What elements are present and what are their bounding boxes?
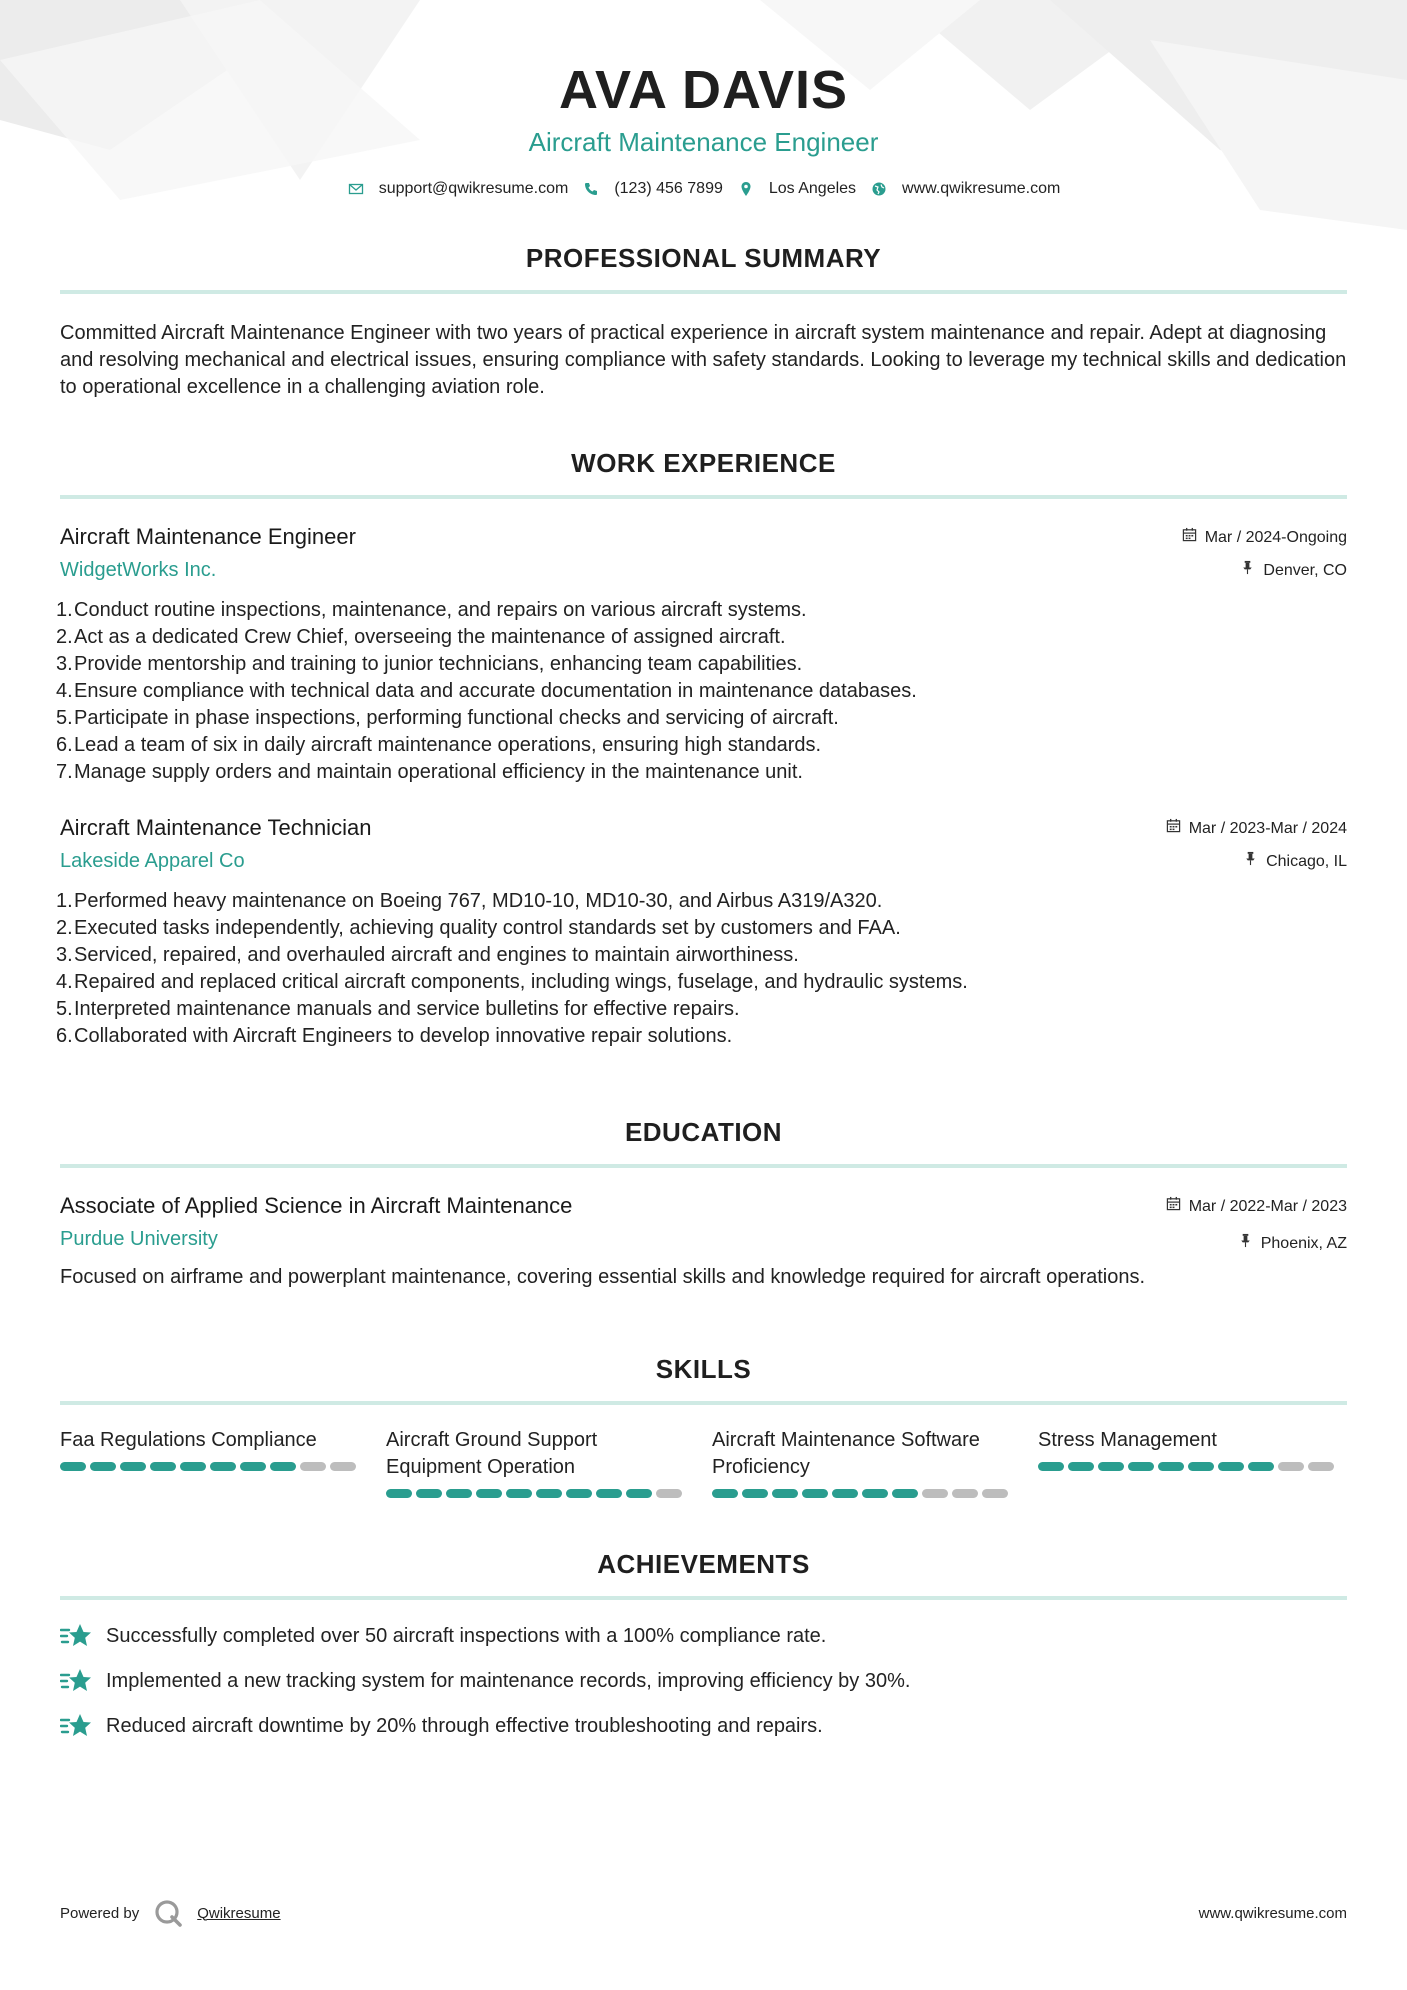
job-dates: Mar / 2023-Mar / 2024: [1188, 819, 1347, 837]
section-divider: [60, 1164, 1347, 1168]
skill-segment-filled: [446, 1489, 472, 1498]
skills-grid: [60, 1427, 1347, 1498]
map-pin-icon: [737, 180, 755, 198]
section-title-achievements: ACHIEVEMENTS: [597, 1549, 810, 1579]
job-dates: Mar / 2024-Ongoing: [1204, 528, 1347, 546]
summary-text: Committed Aircraft Maintenance Engineer with two years of practical experience in aircraft system maintenance and repair. Adept at diagnosing and resolving mechanical and electrical issues, ensuring compliance with safety standards. Looking to leverage my technical skills and dedication to operational excellence in a challenging aviation role.: [60, 322, 1347, 398]
section-divider: [60, 495, 1347, 499]
education-section: [60, 1116, 1347, 1291]
achievement-list: [60, 1622, 1347, 1740]
achievement-text: Successfully completed over 50 aircraft inspections with a 100% compliance rate.: [106, 1624, 827, 1647]
skill-segment-filled: [476, 1489, 502, 1498]
contact-bar: [60, 180, 1347, 198]
footer-website[interactable]: www.qwikresume.com: [1198, 1904, 1347, 1922]
pushpin-icon: [1243, 851, 1258, 872]
list-item: 3. Provide mentorship and training to junior technicians, enhancing team capabilities.: [56, 653, 803, 675]
skill-segment-filled: [712, 1489, 738, 1498]
education-entry: [60, 1192, 1347, 1291]
skill-segment-filled: [386, 1489, 412, 1498]
achievement-text: Implemented a new tracking system for maintenance records, improving efficiency by 30%.: [106, 1669, 911, 1692]
job-entry: [56, 523, 1347, 786]
pushpin-icon: [1240, 560, 1255, 581]
skill-segment-filled: [1188, 1462, 1214, 1471]
list-item: 4. Ensure compliance with technical data and accurate documentation in maintenance databases.: [56, 680, 917, 702]
skill-name: Faa Regulations Compliance: [60, 1429, 317, 1451]
achievement-item: [60, 1712, 1347, 1740]
globe-icon: [870, 180, 888, 198]
job-entry: [56, 814, 1347, 1050]
company-name: Lakeside Apparel Co: [60, 850, 245, 872]
list-item: 6. Lead a team of six in daily aircraft maintenance operations, ensuring high standards.: [56, 734, 822, 756]
skills-section: [60, 1353, 1347, 1498]
list-item: 2. Executed tasks independently, achieving quality control standards set by customers and FAA.: [56, 917, 901, 939]
degree-title: Associate of Applied Science in Aircraft Maintenance: [60, 1193, 573, 1218]
achievement-item: [60, 1622, 1347, 1650]
job-duties: [56, 597, 1347, 786]
skill-item: [60, 1427, 386, 1498]
phone-text: (123) 456 7899: [614, 180, 723, 197]
phone-icon: [582, 180, 600, 198]
brand-link[interactable]: Qwikresume: [197, 1904, 281, 1922]
skill-item: [1038, 1427, 1347, 1498]
skill-segment-filled: [1128, 1462, 1154, 1471]
skill-segment-filled: [416, 1489, 442, 1498]
skill-level-bar: [60, 1462, 356, 1471]
skill-name: Aircraft Maintenance Software Proficiency: [712, 1429, 980, 1478]
skill-segment-filled: [210, 1462, 236, 1471]
skill-segment-filled: [150, 1462, 176, 1471]
skill-segment-filled: [862, 1489, 888, 1498]
website-text: www.qwikresume.com: [902, 180, 1061, 197]
skill-segment-filled: [180, 1462, 206, 1471]
skill-segment-filled: [1038, 1462, 1064, 1471]
section-divider: [60, 1596, 1347, 1600]
star-icon: [60, 1622, 92, 1650]
section-title-education: EDUCATION: [624, 1117, 783, 1147]
skill-segment-filled: [506, 1489, 532, 1498]
skill-segment-filled: [1098, 1462, 1124, 1471]
powered-by-label: Powered by: [60, 1904, 140, 1922]
skill-segment-filled: [1068, 1462, 1094, 1471]
section-title-summary: PROFESSIONAL SUMMARY: [525, 243, 882, 273]
education-dates: Mar / 2022-Mar / 2023: [1188, 1197, 1347, 1215]
skill-level-bar: [386, 1489, 682, 1498]
star-icon: [60, 1667, 92, 1695]
list-item: 7. Manage supply orders and maintain operational efficiency in the maintenance unit.: [56, 761, 803, 783]
skill-segment-empty: [1278, 1462, 1304, 1471]
experience-section: [56, 447, 1347, 1050]
skill-segment-filled: [240, 1462, 266, 1471]
skill-segment-filled: [742, 1489, 768, 1498]
skill-segment-empty: [300, 1462, 326, 1471]
skill-segment-empty: [1308, 1462, 1334, 1471]
list-item: 5. Participate in phase inspections, performing functional checks and servicing of aircraft.: [56, 707, 839, 729]
school-name: Purdue University: [60, 1228, 218, 1250]
contact-website[interactable]: [870, 180, 1060, 198]
candidate-role: Aircraft Maintenance Engineer: [528, 127, 879, 157]
section-divider: [60, 1401, 1347, 1405]
email-text: support@qwikresume.com: [378, 180, 569, 197]
skill-segment-filled: [1248, 1462, 1274, 1471]
job-duties: [56, 888, 1347, 1050]
skill-segment-filled: [892, 1489, 918, 1498]
star-icon: [60, 1712, 92, 1740]
list-item: 6. Collaborated with Aircraft Engineers to develop innovative repair solutions.: [56, 1025, 733, 1047]
list-item: 5. Interpreted maintenance manuals and service bulletins for effective repairs.: [56, 998, 740, 1020]
list-item: 3. Serviced, repaired, and overhauled aircraft and engines to maintain airworthiness.: [56, 944, 799, 966]
pushpin-icon: [1238, 1233, 1253, 1254]
skill-segment-filled: [626, 1489, 652, 1498]
contact-location: [737, 180, 856, 198]
skill-segment-filled: [90, 1462, 116, 1471]
skill-level-bar: [1038, 1462, 1347, 1471]
skill-segment-filled: [60, 1462, 86, 1471]
skill-item: [712, 1427, 1038, 1498]
achievement-text: Reduced aircraft downtime by 20% through effective troubleshooting and repairs.: [106, 1714, 823, 1737]
achievement-item: [60, 1667, 1347, 1695]
skill-name: Aircraft Ground Support Equipment Operation: [386, 1429, 598, 1478]
resume-header: [60, 0, 1347, 198]
summary-section: [60, 242, 1347, 401]
skill-segment-filled: [536, 1489, 562, 1498]
calendar-icon: [1166, 818, 1181, 839]
candidate-name: AVA DAVIS: [558, 60, 849, 120]
list-item: 2. Act as a dedicated Crew Chief, overseeing the maintenance of assigned aircraft.: [56, 626, 786, 648]
powered-by: [60, 1898, 281, 1928]
skill-segment-filled: [772, 1489, 798, 1498]
section-divider: [60, 290, 1347, 294]
section-title-experience: WORK EXPERIENCE: [571, 448, 836, 478]
skill-segment-empty: [330, 1462, 356, 1471]
section-title-skills: SKILLS: [655, 1354, 752, 1384]
skill-segment-empty: [656, 1489, 682, 1498]
skill-name: Stress Management: [1038, 1429, 1217, 1451]
location-text: Los Angeles: [768, 180, 857, 197]
job-title: Aircraft Maintenance Engineer: [60, 524, 356, 549]
list-item: 1. Conduct routine inspections, maintenance, and repairs on various aircraft systems.: [56, 599, 807, 621]
skill-segment-filled: [596, 1489, 622, 1498]
skill-item: [386, 1427, 712, 1498]
company-name: WidgetWorks Inc.: [60, 559, 217, 581]
skill-segment-filled: [120, 1462, 146, 1471]
skill-segment-filled: [1218, 1462, 1244, 1471]
contact-phone[interactable]: [582, 180, 723, 198]
skill-segment-filled: [270, 1462, 296, 1471]
contact-email[interactable]: [347, 180, 569, 198]
job-location: Denver, CO: [1263, 561, 1347, 579]
skill-segment-empty: [922, 1489, 948, 1498]
skill-segment-filled: [802, 1489, 828, 1498]
job-location: Chicago, IL: [1266, 852, 1347, 870]
skill-segment-filled: [566, 1489, 592, 1498]
calendar-icon: [1166, 1196, 1181, 1217]
list-item: 1. Performed heavy maintenance on Boeing 767, MD10-10, MD10-30, and Airbus A319/A320.: [56, 890, 883, 912]
skill-segment-empty: [952, 1489, 978, 1498]
envelope-icon: [347, 180, 365, 198]
job-title: Aircraft Maintenance Technician: [60, 815, 372, 840]
education-description: Focused on airframe and powerplant maintenance, covering essential skills and knowledge required for aircraft operations.: [60, 1266, 1146, 1288]
skill-segment-filled: [1158, 1462, 1184, 1471]
calendar-icon: [1182, 527, 1197, 548]
skill-segment-filled: [832, 1489, 858, 1498]
education-location: Phoenix, AZ: [1260, 1234, 1347, 1252]
page-footer: [60, 1898, 1347, 1928]
list-item: 4. Repaired and replaced critical aircraft components, including wings, fuselage, and hydraulic systems.: [56, 971, 968, 993]
skill-level-bar: [712, 1489, 1008, 1498]
skill-segment-empty: [982, 1489, 1008, 1498]
qwikresume-logo-icon: [153, 1898, 183, 1928]
achievements-section: [60, 1548, 1347, 1740]
